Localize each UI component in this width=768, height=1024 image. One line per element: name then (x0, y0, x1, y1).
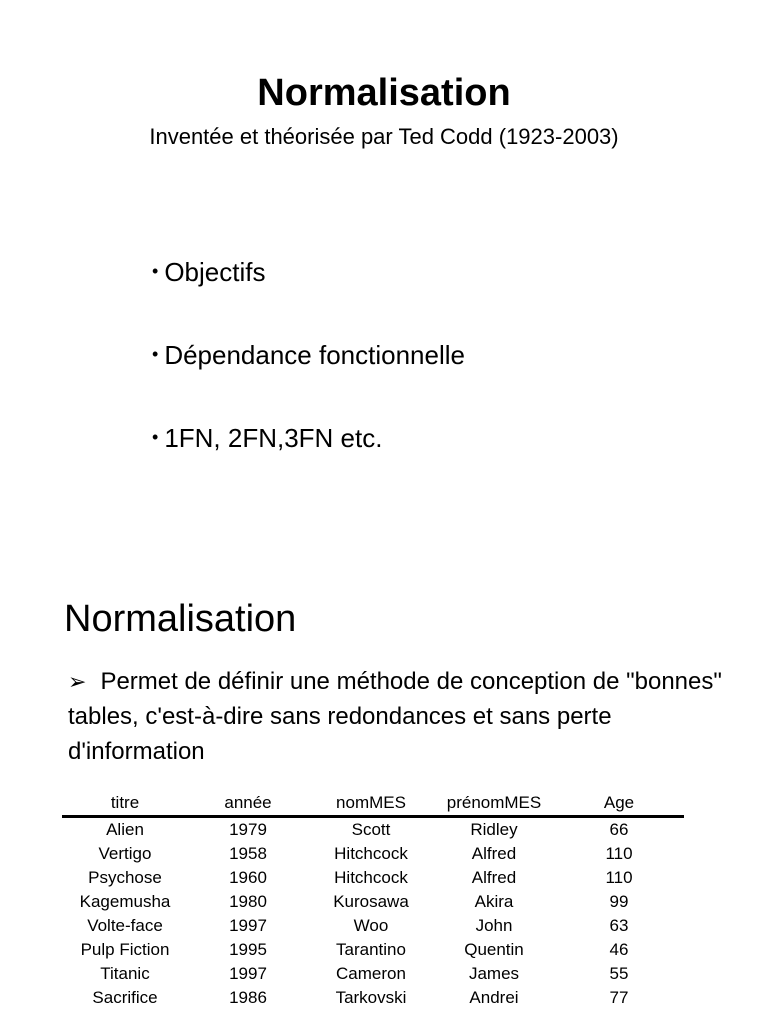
table-cell: 66 (609, 820, 629, 839)
table-cell: 1997 (229, 964, 267, 983)
table-cell: Andrei (469, 988, 519, 1007)
column-header-nommes: nomMES (308, 790, 434, 817)
column-header-titre: titre (62, 790, 188, 817)
bullet-icon: • (152, 261, 159, 281)
bullet-icon: • (152, 427, 159, 447)
table-cell: 110 (605, 868, 633, 887)
slide2-title: Normalisation (64, 598, 297, 640)
table-cell: Tarkovski (335, 988, 407, 1007)
table-cell: 1995 (229, 940, 267, 959)
table-cell: 1979 (229, 820, 267, 839)
bullet-item (152, 252, 465, 335)
table-cell: Alien (106, 820, 144, 839)
table-cell: James (468, 964, 520, 983)
table-header-row (62, 790, 684, 817)
table-cell: Volte-face (87, 916, 163, 935)
table-cell: Kurosawa (333, 892, 409, 911)
table-row (62, 914, 684, 938)
column-header-age: Age (554, 790, 684, 817)
bullet-text: Dépendance fonctionnelle (164, 340, 465, 370)
bullet-item (152, 418, 465, 501)
arrow-bullet-icon: ➢ (68, 669, 87, 694)
table-row (62, 866, 684, 890)
table-cell: 110 (605, 844, 633, 863)
table-cell: 1960 (229, 868, 267, 887)
table-cell: John (475, 916, 513, 935)
table-cell: Alfred (471, 844, 517, 863)
table-cell: Sacrifice (92, 988, 158, 1007)
table-cell: 1986 (229, 988, 267, 1007)
bullet-text: 1FN, 2FN,3FN etc. (164, 423, 383, 453)
table-cell: Alfred (471, 868, 517, 887)
table-row (62, 962, 684, 986)
table-row (62, 890, 684, 914)
table-cell: Cameron (336, 964, 406, 983)
table-cell: Quentin (464, 940, 524, 959)
table-cell: Woo (353, 916, 389, 935)
bullet-item (152, 335, 465, 418)
table-cell: Hitchcock (334, 868, 408, 887)
table-cell: 99 (609, 892, 629, 911)
table-cell: Pulp Fiction (80, 940, 170, 959)
column-header-prenommes: prénomMES (434, 790, 554, 817)
table-cell: Ridley (470, 820, 518, 839)
table-cell: Psychose (88, 868, 162, 887)
table-cell: 77 (609, 988, 629, 1007)
table-cell: Hitchcock (334, 844, 408, 863)
column-header-annee: année (188, 790, 308, 817)
table-cell: 1997 (229, 916, 267, 935)
table-row (62, 842, 684, 866)
table-cell: Vertigo (98, 844, 152, 863)
table-cell: Akira (474, 892, 514, 911)
table-cell: Scott (351, 820, 391, 839)
table-row (62, 938, 684, 962)
table-cell: Titanic (100, 964, 150, 983)
table-cell: 1980 (229, 892, 267, 911)
table-cell: Tarantino (336, 940, 406, 959)
table-cell: 46 (609, 940, 629, 959)
movie-table (62, 790, 684, 1010)
bullet-icon: • (152, 344, 159, 364)
table-cell: 1958 (229, 844, 267, 863)
table-cell: Kagemusha (79, 892, 171, 911)
bullet-text: Objectifs (164, 257, 266, 287)
slide2-paragraph-text: Permet de définir une méthode de conception de "bonnes" tables, c'est-à-dire sans redondances et sans perte d'information (68, 668, 722, 765)
slide1-title: Normalisation (257, 72, 511, 114)
table-cell: 63 (609, 916, 629, 935)
slide1-subtitle: Inventée et théorisée par Ted Codd (1923-2003) (149, 124, 619, 149)
table-row (62, 817, 684, 843)
bullet-list (152, 252, 465, 501)
table-row (62, 986, 684, 1010)
slide2-paragraph (68, 664, 748, 769)
table-cell: 55 (609, 964, 629, 983)
